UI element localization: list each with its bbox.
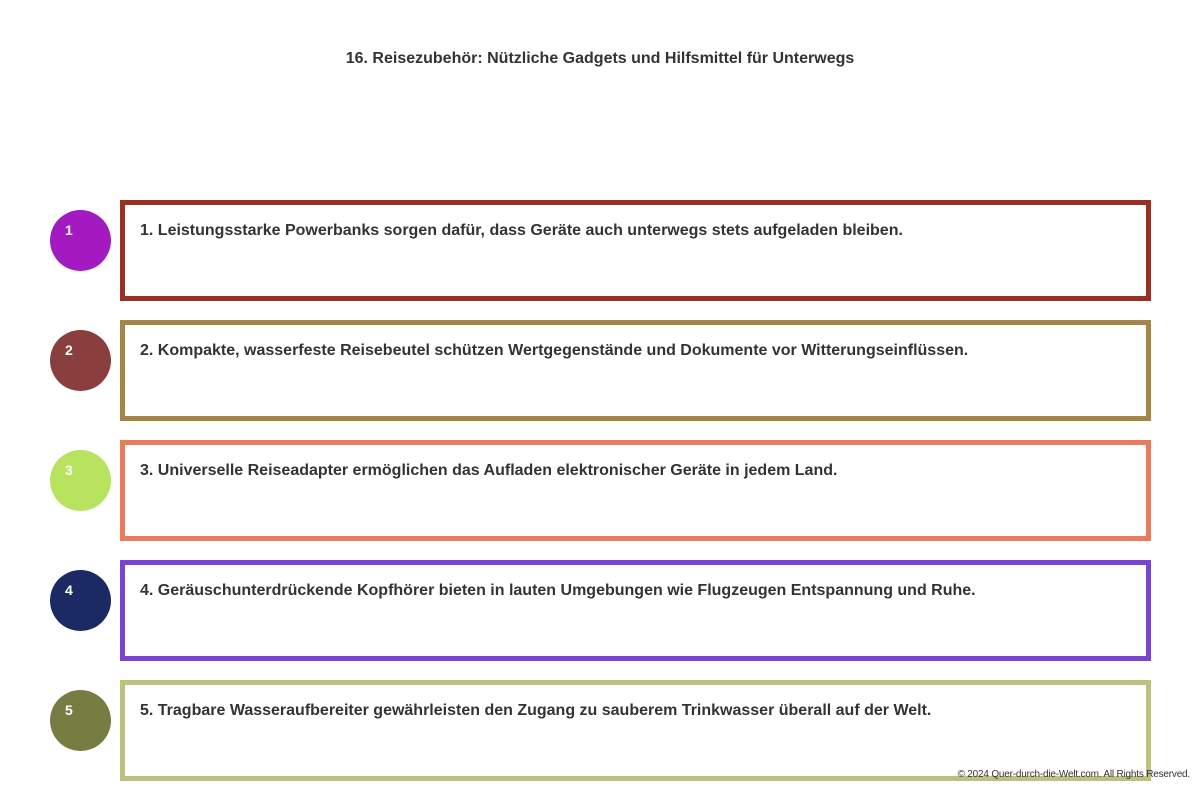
item-text: 4. Geräuschunterdrückende Kopfhörer bieten in lauten Umgebungen wie Flugzeugen Entspannung und Ruhe.: [140, 582, 976, 599]
list-item: [50, 560, 1151, 661]
number-badge: [50, 330, 111, 391]
item-box: [120, 680, 1151, 781]
list-item: [50, 200, 1151, 301]
number-label: 3: [65, 462, 73, 478]
item-text: 1. Leistungsstarke Powerbanks sorgen dafür, dass Geräte auch unterwegs stets aufgeladen bleiben.: [140, 222, 903, 239]
list-item: [50, 320, 1151, 421]
number-badge: [50, 570, 111, 631]
item-box: [120, 560, 1151, 661]
item-text: 3. Universelle Reiseadapter ermöglichen das Aufladen elektronischer Geräte in jedem Land.: [140, 462, 838, 479]
number-label: 2: [65, 342, 73, 358]
item-box: [120, 200, 1151, 301]
page-title: 16. Reisezubehör: Nützliche Gadgets und Hilfsmittel für Unterwegs: [345, 50, 855, 67]
number-label: 4: [65, 582, 73, 598]
number-label: 1: [65, 222, 73, 238]
copyright-footer: © 2024 Quer-durch-die-Welt.com. All Rights Reserved.: [957, 769, 1190, 780]
list-item: [50, 680, 1151, 781]
item-list: [50, 200, 1151, 800]
number-label: 5: [65, 702, 73, 718]
number-badge: [50, 210, 111, 271]
item-text: 5. Tragbare Wasseraufbereiter gewährleisten den Zugang zu sauberem Trinkwasser überall auf der Welt.: [140, 702, 932, 719]
number-badge: [50, 690, 111, 751]
item-text: 2. Kompakte, wasserfeste Reisebeutel schützen Wertgegenstände und Dokumente vor Witterungseinflüssen.: [140, 342, 969, 359]
list-item: [50, 440, 1151, 541]
item-box: [120, 320, 1151, 421]
number-badge: [50, 450, 111, 511]
item-box: [120, 440, 1151, 541]
